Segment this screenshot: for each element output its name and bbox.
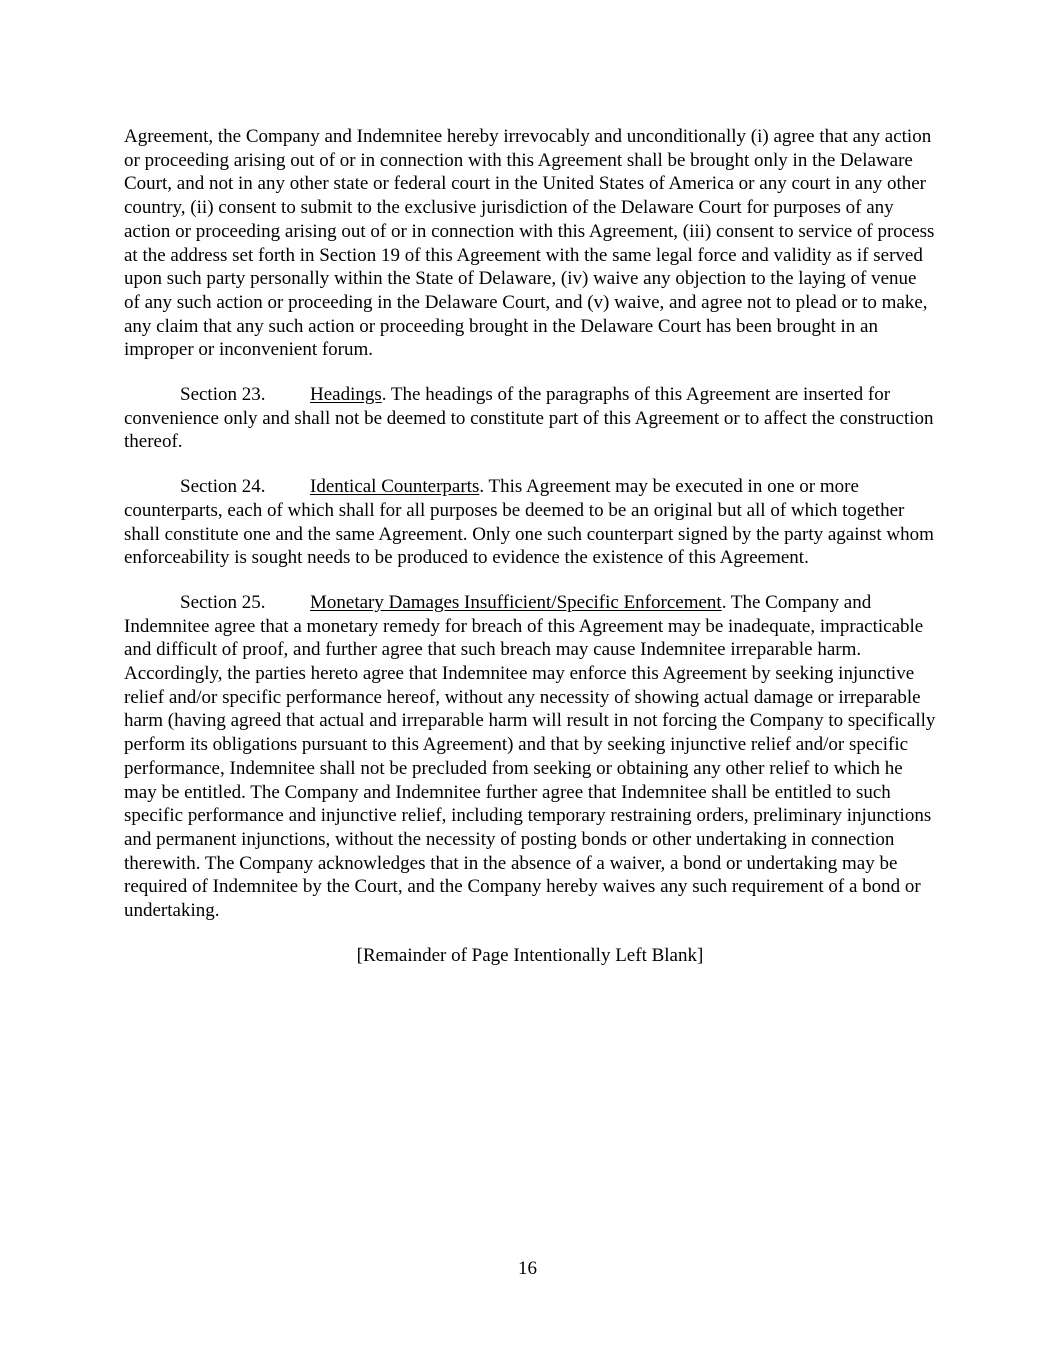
section-24-number: Section 24. (180, 476, 266, 498)
section-25-number: Section 25. (180, 591, 266, 613)
section-25-heading: Monetary Damages Insufficient/Specific Enforcement (310, 591, 722, 613)
continuation-paragraph: Agreement, the Company and Indemnitee hereby irrevocably and unconditionally (i) agree that any action or proceeding arising out of or in connection with this Agreement shall be brought only in the Delaware Court, and not in any other state or federal court in the United States of America or any court in any other country, (ii) consent to submit to the exclusive jurisdiction of the Delaware Court for purposes of any action or proceeding arising out of or in connection with this Agreement, (iii) consent to service of process at the address set forth in Section 19 of this Agreement with the same legal force and validity as if served upon such party personally within the State of Delaware, (iv) waive any objection to the laying of venue of any such action or proceeding in the Delaware Court, and (v) waive, and agree not to plead or to make, any claim that any such action or proceeding brought in the Delaware Court has been brought in an improper or inconvenient forum. (124, 126, 935, 361)
section-23-paragraph (124, 383, 936, 454)
section-25-body: . The Company and Indemnitee agree that a monetary remedy for breach of this Agreement may be inadequate, impracticable and difficult of proof, and further agree that such breach may cause Indemnitee irreparable harm. Accordingly, the parties hereto agree that Indemnitee may enforce this Agreement by seeking injunctive relief and/or specific performance hereof, without any necessity of showing actual damage or irreparable harm (having agreed that actual and irreparable harm will result in not forcing the Company to specifically perform its obligations pursuant to this Agreement) and that by seeking injunctive relief and/or specific performance, Indemnitee shall not be precluded from seeking or obtaining any other relief to which he may be entitled. The Company and Indemnitee further agree that Indemnitee shall be entitled to such specific performance and injunctive relief, including temporary restraining orders, preliminary injunctions and permanent injunctions, without the necessity of posting bonds or other undertaking in connection therewith. The Company acknowledges that in the absence of a waiver, a bond or undertaking may be required of Indemnitee by the Court, and the Company hereby waives any such requirement of a bond or undertaking. (124, 591, 936, 922)
section-23-body: . The headings of the paragraphs of this Agreement are inserted for convenience only and shall not be deemed to constitute part of this Agreement or to affect the construction thereof. (124, 384, 934, 453)
section-23-number: Section 23. (180, 384, 266, 406)
page-number: 16 (518, 1258, 537, 1279)
section-24-body: . This Agreement may be executed in one or more counterparts, each of which shall for all purposes be deemed to be an original but all of which together shall constitute one and the same Agreement. Only one such counterpart signed by the party against whom enforceability is sought needs to be produced to evidence the existence of this Agreement. (124, 476, 934, 569)
remainder-note: [Remainder of Page Intentionally Left Blank] (356, 944, 704, 966)
document-page (124, 125, 936, 968)
section-23-heading: Headings (310, 384, 382, 406)
section-24-paragraph (124, 475, 936, 570)
section-24-heading: Identical Counterparts (310, 476, 480, 498)
section-25-paragraph (124, 591, 936, 923)
